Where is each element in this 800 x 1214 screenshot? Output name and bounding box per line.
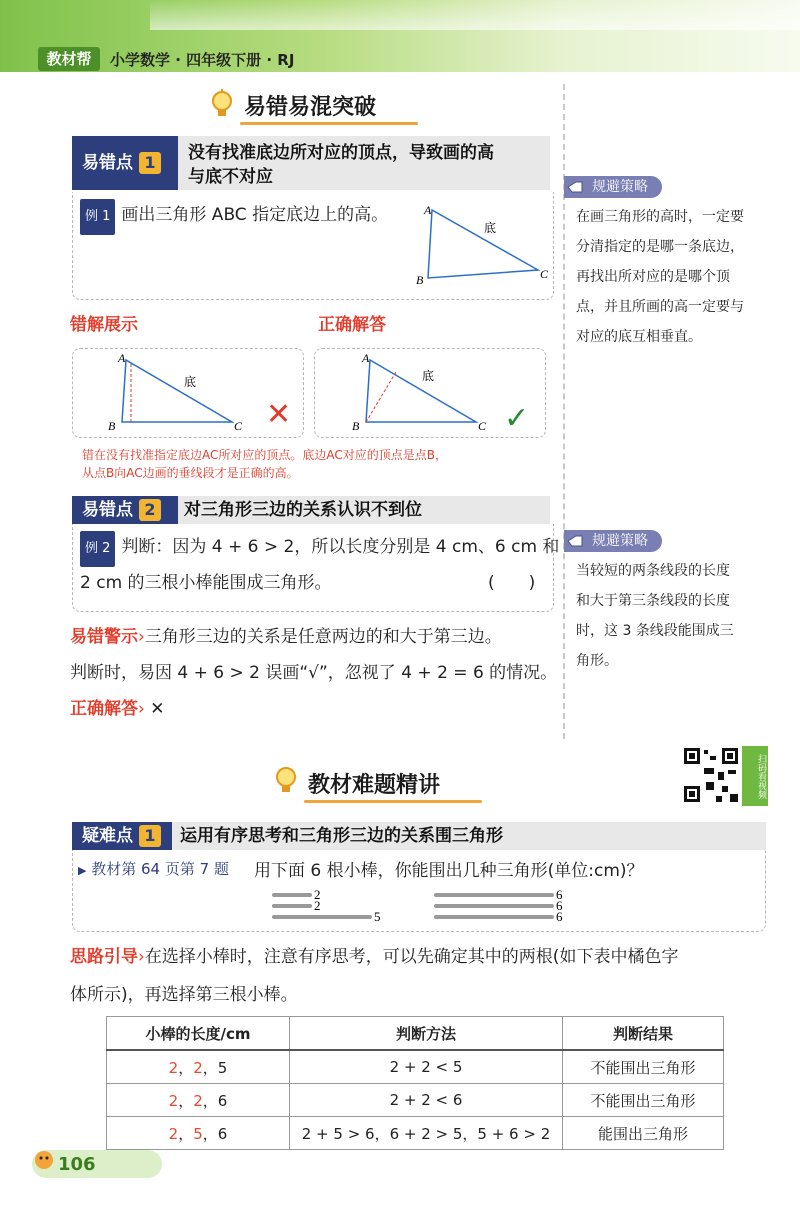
error-note-line1: 错在没有找准指定底边AC所对应的顶点。底边AC对应的顶点是点B， <box>82 448 447 462</box>
warning-line2: 判断时，易因 4 + 6 > 2 误画“√”，忽视了 4 + 2 = 6 的情况。 <box>70 663 558 683</box>
svg-text:5: 5 <box>374 909 381 924</box>
breadcrumb: 小学数学 · 四年级下册 · RJ <box>110 51 295 69</box>
stick-2b <box>272 904 312 908</box>
guide-line2: 体所示)，再选择第三根小棒。 <box>70 985 298 1005</box>
svg-text:A: A <box>362 351 370 365</box>
wrong-solution-label: 错解展示 <box>70 315 138 335</box>
stick-6b <box>434 904 554 908</box>
triangle-figure <box>410 200 560 290</box>
svg-text:C: C <box>478 419 487 433</box>
error-note-line2: 从点B向AC边画的垂线段才是正确的高。 <box>82 466 299 480</box>
section-title: 易错易混突破 <box>244 95 377 120</box>
svg-text:6: 6 <box>556 909 563 924</box>
svg-text:6: 6 <box>556 898 563 913</box>
table-header: 判断结果 <box>563 1017 724 1051</box>
svg-text:C: C <box>234 419 243 433</box>
hand-icon-2 <box>566 532 586 550</box>
wrong-mark: ✕ <box>266 397 292 432</box>
table-header: 判断方法 <box>290 1017 563 1051</box>
tag-number: 1 <box>139 152 161 174</box>
qr-code-icon[interactable] <box>682 746 740 804</box>
error-title-2: 对三角形三边的关系认识不到位 <box>184 500 422 520</box>
base-label: 底 <box>484 221 497 235</box>
strategy-tag-2: 规避策略 <box>564 530 662 552</box>
answer-paren: ( ) <box>488 573 536 593</box>
svg-text:6: 6 <box>556 887 563 902</box>
stick-6a <box>434 893 554 897</box>
stick-6c <box>434 915 554 919</box>
brand-badge: 教材帮 <box>38 47 100 71</box>
svg-text:B: B <box>352 419 360 433</box>
stick-5 <box>272 915 372 919</box>
svg-text:2: 2 <box>314 898 321 913</box>
vertex-b: B <box>416 273 424 287</box>
answer-line: 正确解答› ✕ <box>70 699 165 719</box>
svg-text:A: A <box>118 351 126 365</box>
difficulty-title: 运用有序思考和三角形三边的关系围三角形 <box>180 826 503 846</box>
warning-line1: 易错警示›三角形三边的关系是任意两边的和大于第三边。 <box>70 627 502 647</box>
svg-text:底: 底 <box>184 375 197 389</box>
table-row: 2，2，6 2 + 2 < 6 不能围出三角形 <box>107 1084 724 1117</box>
title-underline <box>240 122 418 125</box>
svg-text:B: B <box>108 419 116 433</box>
page-number: 106 <box>58 1154 96 1175</box>
title-underline-2 <box>304 800 482 803</box>
strategy-tag: 规避策略 <box>564 176 662 198</box>
lightbulb-icon-2 <box>272 764 300 796</box>
error-point-tag <box>72 136 178 190</box>
svg-text:2: 2 <box>314 887 321 902</box>
example-line <box>80 198 388 235</box>
result-table <box>106 1016 724 1150</box>
example-label: 例 1 <box>80 199 115 235</box>
svg-text:底: 底 <box>422 369 435 383</box>
error-point-tag-2: 易错点 2 <box>72 496 178 524</box>
right-solution-label: 正确解答 <box>318 315 386 335</box>
right-mark: ✓ <box>504 401 530 436</box>
table-row: 2，2，5 2 + 2 < 5 不能围出三角形 <box>107 1050 724 1084</box>
guide-line1: 思路引导›在选择小棒时，注意有序思考，可以先确定其中的两根(如下表中橘色字 <box>70 947 679 967</box>
hand-icon <box>566 178 586 196</box>
difficulty-tag: 疑难点 1 <box>72 822 172 850</box>
right-triangle <box>340 350 544 436</box>
tag-label: 易错点 <box>82 153 133 173</box>
example-text: 画出三角形 ABC 指定底边上的高。 <box>121 205 389 225</box>
vertex-c: C <box>540 267 549 281</box>
wrong-triangle <box>100 350 300 436</box>
qr-side-label: 扫码看视频 <box>742 746 768 806</box>
lightbulb-icon <box>208 88 236 120</box>
error-title-line2: 与底不对应 <box>188 167 273 187</box>
table-row: 2，5，6 2 + 5 > 6，6 + 2 > 5，5 + 6 > 2 能围出三角形 <box>107 1117 724 1150</box>
vertex-a: A <box>424 203 432 217</box>
question-text: 用下面 6 根小棒，你能围出几种三角形(单位:cm)？ <box>254 861 644 881</box>
strategy-text: 在画三角形的高时，一定要 分清指定的是哪一条底边， 再找出所对应的是哪个顶 点，并且所画的高一定要与 对应的底互相垂直。 <box>576 209 744 345</box>
section-title-2: 教材难题精讲 <box>308 773 441 798</box>
table-header: 小棒的长度/cm <box>107 1017 290 1051</box>
strategy-text-2: 当较短的两条线段的长度 和大于第三条线段的长度 时，这 3 条线段能围成三 角形。 <box>576 563 734 669</box>
stick-2a <box>272 893 312 897</box>
sticks-figure <box>268 886 588 930</box>
textbook-ref: ▶ 教材第 64 页第 7 题 <box>78 860 229 878</box>
mascot-icon <box>32 1146 56 1176</box>
example2-line1: 例 2 判断：因为 4 + 6 > 2，所以长度分别是 4 cm、6 cm 和 <box>80 530 559 567</box>
example2-line2: 2 cm 的三根小棒能围成三角形。 <box>80 573 332 593</box>
error-title-line1: 没有找准底边所对应的顶点，导致画的高 <box>188 143 494 163</box>
